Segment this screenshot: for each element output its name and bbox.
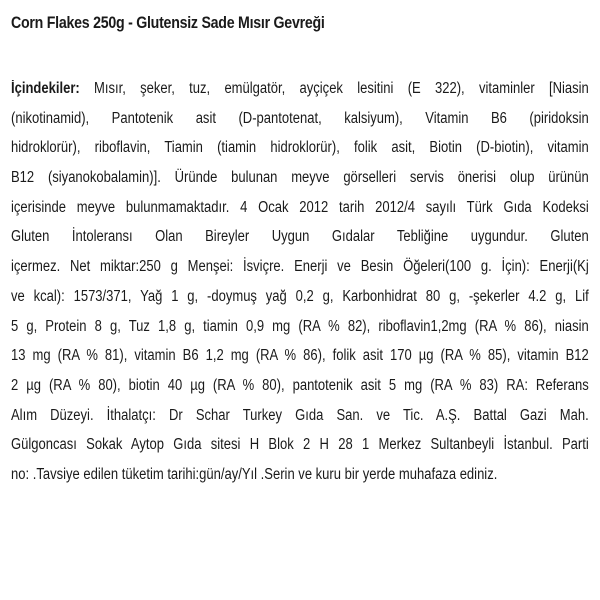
ingredients-line: Gülgoncası Sokak Aytop Gıda sitesi H Blok 2 H 28 1 Merkez Sultanbeyli İstanbul. Parti [11, 436, 589, 454]
ingredients-line: B12 (siyanokobalamin)]. Üründe bulunan meyve görselleri servis önerisi olup ürünün [11, 169, 589, 187]
ingredients-line: İçindekiler: Mısır, şeker, tuz, emülgatör, ayçiçek lesitini (E 322), vitaminler [Niasin [11, 80, 589, 97]
ingredients-line: içerisinde meyve bulunmamaktadır. 4 Ocak 2012 tarih 2012/4 sayılı Türk Gıda Kodeksi [11, 198, 589, 216]
ingredients-line: 5 g, Protein 8 g, Tuz 1,8 g, tiamin 0,9 mg (RA % 82), riboflavin1,2mg (RA % 86), niasin [11, 317, 589, 335]
ingredients-line: içermez. Net miktar:250 g Menşei: İsviçre. Enerji ve Besin Öğeleri(100 g. İçin): Enerji(Kj [11, 258, 589, 276]
ingredients-line: Alım Düzeyi. İthalatçı: Dr Schar Turkey Gıda San. ve Tic. A.Ş. Battal Gazi Mah. [11, 406, 589, 424]
ingredients-line: (nikotinamid), Pantotenik asit (D-pantotenat, kalsiyum), Vitamin B6 (piridoksin [11, 109, 589, 127]
product-title: Corn Flakes 250g - Glutensiz Sade Mısır Gevreği [11, 14, 325, 32]
ingredients-line: hidroklorür), riboflavin, Tiamin (tiamin hidroklorür), folik asit, Biotin (D-biotin), vitamin [11, 139, 589, 157]
ingredients-line: ve kcal): 1573/371, Yağ 1 g, -doymuş yağ 0,2 g, Karbonhidrat 80 g, -şekerler 4.2 g, Lif [11, 287, 589, 305]
ingredients-line: Gluten İntoleransı Olan Bireyler Uygun Gıdalar Tebliğine uygundur. Gluten [11, 228, 589, 246]
ingredients-line: no: .Tavsiye edilen tüketim tarihi:gün/ay/Yıl .Serin ve kuru bir yerde muhafaza ediniz. [11, 465, 498, 483]
ingredients-label: İçindekiler: [11, 80, 80, 97]
ingredients-line: 13 mg (RA % 81), vitamin B6 1,2 mg (RA % 86), folik asit 170 µg (RA % 85), vitamin B12 [11, 347, 589, 365]
ingredients-text [11, 78, 589, 494]
ingredients-line: 2 µg (RA % 80), biotin 40 µg (RA % 80), pantotenik asit 5 mg (RA % 83) RA: Referans [11, 376, 589, 394]
